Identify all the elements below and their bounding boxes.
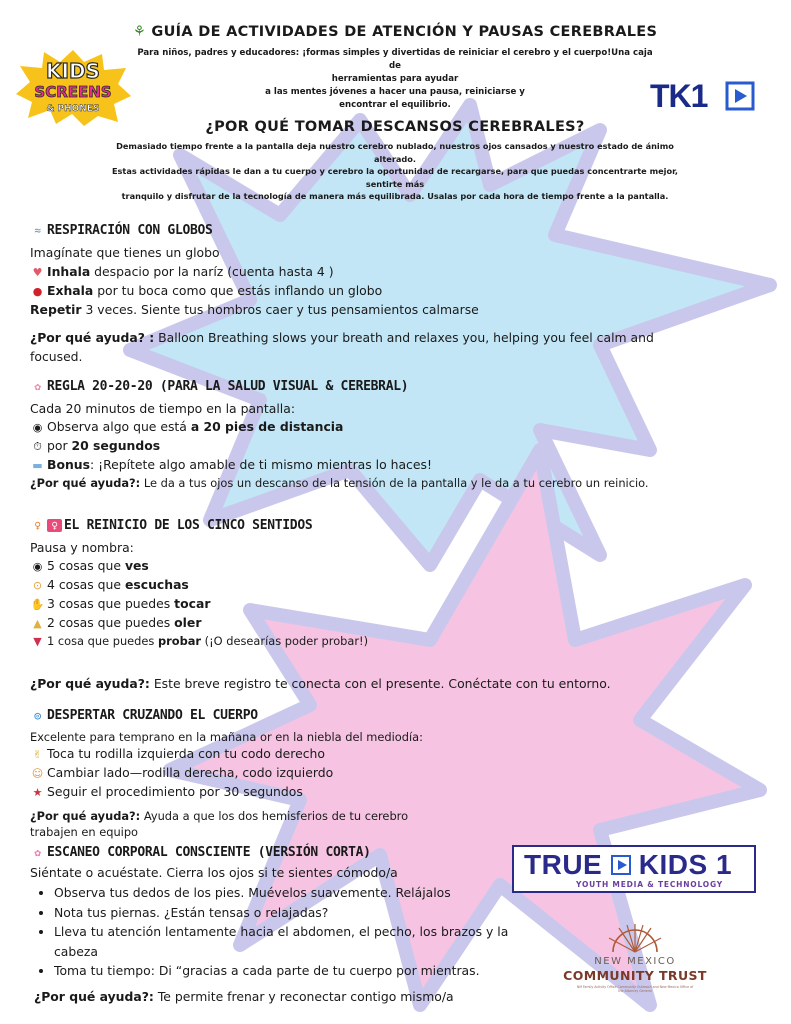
list-item: • Toma tu tiempo: Di “gracias a cada parte de tu cuerpo por mientras.: [54, 961, 554, 981]
senses-intro: Pausa y nombra:: [30, 540, 134, 555]
intro-line: Para niños, padres y educadores: ¡formas simples y divertidas de reiniciar el cerebro y el cuerpo!Una caja de: [137, 48, 653, 71]
speech-bubble-icon: ▬: [32, 459, 43, 472]
tongue-icon: ▼: [33, 635, 42, 648]
balloon-icon: ●: [32, 285, 43, 298]
step-text: Seguir el procedimiento por 30 segundos: [47, 784, 303, 799]
taste-bold: probar: [157, 634, 202, 648]
why-title: ¿POR QUÉ TOMAR DESCANSOS CEREBRALES?: [205, 119, 585, 135]
hands-icon: ✌: [32, 748, 43, 761]
rule-look: [30, 419, 343, 434]
step-text: Cambiar lado—rodilla derecha, codo izquierdo: [47, 765, 334, 780]
kids-logo-line1: KIDS: [46, 59, 100, 83]
see-pre: 5 cosas que: [47, 558, 125, 573]
step-text: Toca tu rodilla izquierda con tu codo derecho: [47, 746, 325, 761]
list-item: • Observa tus dedos de los pies. Muévelos suavemente. Relájalos: [54, 883, 554, 903]
female-sign-icon: ♀: [47, 519, 62, 532]
cross-step-3: [30, 784, 303, 799]
senses-taste: [30, 634, 368, 648]
look-pre: Observa algo que está: [47, 419, 191, 434]
kids-logo-line2: SCREENS: [34, 83, 112, 101]
why-text: trabajen en equipo: [30, 825, 139, 839]
section-heading-cross: [30, 708, 258, 723]
true-kids-1-logo: [512, 845, 756, 893]
repeat-bold: Repetir: [30, 302, 82, 317]
section-heading-senses: [30, 518, 312, 533]
face-icon: ☺: [31, 767, 44, 780]
heading-text: DESPERTAR CRUZANDO EL CUERPO: [47, 708, 258, 723]
senses-see: [30, 558, 149, 573]
nm-community-trust-logo: [560, 918, 710, 998]
eye-icon: ◉: [32, 560, 43, 573]
senses-why: [30, 676, 611, 691]
rule-intro: Cada 20 minutos de tiempo en la pantalla:: [30, 401, 296, 416]
person-icon: ♀: [34, 519, 41, 532]
kids1-text: KIDS 1: [638, 849, 733, 880]
intro-line: herramientas para ayudar: [331, 74, 459, 84]
why-text: Este breve registro te conecta con el presente. Conéctate con tu entorno.: [149, 676, 611, 691]
heading-text: ESCANEO CORPORAL CONSCIENTE (VERSIÓN CORTA): [47, 845, 371, 860]
why-text: Ayuda a que los dos hemisferios de tu cerebro: [140, 809, 409, 823]
rule-bonus: [30, 457, 432, 472]
why-line: tranquilo y disfrutar de la tecnología de manera más equilibrada. Usalas por cada hora de tiempo frente a la pantalla.: [121, 191, 669, 201]
scan-intro: Siéntate o acuéstate. Cierra los ojos si te sientes cómodo/a: [30, 865, 398, 880]
time-pre: por: [47, 438, 72, 453]
see-bold: ves: [124, 558, 149, 573]
cross-why: [30, 808, 450, 840]
why-body: [95, 140, 695, 203]
why-line: Estas actividades rápidas le dan a tu cuerpo y cerebro la oportunidad de recargarse, para que puedas concentrarte mejor, sentirte más: [111, 166, 679, 189]
touch-pre: 3 cosas que puedes: [47, 596, 175, 611]
nose-icon: ▲: [33, 617, 42, 630]
nm-top-text: NEW MEXICO: [594, 956, 676, 967]
taste-pre: 1 cosa que puedes: [47, 634, 158, 648]
heading-text: REGLA 20-20-20 (PARA LA SALUD VISUAL & CEREBRAL): [47, 379, 409, 394]
senses-smell: [30, 615, 201, 630]
rule-why: [30, 476, 649, 490]
kids-screens-phones-logo: [14, 48, 132, 126]
page-title: [120, 24, 670, 40]
smell-bold: oler: [174, 615, 202, 630]
cyclone-icon: ◎: [34, 709, 41, 722]
rule-time: [30, 438, 160, 454]
taste-rest: (¡O desearías poder probar!): [201, 634, 369, 648]
page-title-text: GUÍA DE ACTIVIDADES DE ATENCIÓN Y PAUSAS CEREBRALES: [151, 24, 658, 40]
lungs-icon: ♥: [32, 266, 43, 279]
why-label: ¿Por qué ayuda?:: [30, 676, 150, 691]
heading-text: EL REINICIO DE LOS CINCO SENTIDOS: [64, 518, 313, 533]
eyes-icon: ◉: [32, 421, 43, 434]
kids-logo-line3: & PHONES: [46, 104, 100, 114]
list-item: • Nota tus piernas. ¿Están tensas o relajadas?: [54, 903, 554, 923]
senses-touch: [30, 596, 210, 611]
wind-icon: ≈: [34, 224, 41, 237]
section-heading-rule: [30, 379, 408, 394]
why-label: ¿Por qué ayuda?:: [30, 809, 141, 823]
why-text: Te permite frenar y reconectar contigo mismo/a: [153, 989, 454, 1004]
tk1-logo: [650, 78, 760, 118]
smell-pre: 2 cosas que puedes: [47, 615, 175, 630]
intro-line: a las mentes jóvenes a hacer una pausa, reiniciarse y: [265, 87, 525, 97]
list-item: • Lleva tu atención lentamente hacia el abdomen, el pecho, los brazos y la cabeza: [54, 922, 554, 961]
inhale-bold: Inhala: [47, 264, 91, 279]
nm-fine-text: NM Family Activity Office Community Outreach and New Mexico Office of the Attorney General: [576, 985, 694, 993]
play-icon: [611, 855, 631, 875]
cross-step-2: [30, 765, 333, 780]
intro-line: encontrar el equilibrio.: [339, 100, 451, 110]
cross-step-1: [30, 746, 325, 761]
dancer-icon: ★: [32, 786, 43, 799]
intro-text: [135, 47, 655, 112]
why-label: ¿Por qué ayuda?:: [34, 989, 154, 1004]
look-bold: a 20 pies de distancia: [190, 419, 344, 434]
why-text: Balloon Breathing slows your breath and relaxes you, helping you feel calm and focused.: [30, 330, 654, 364]
tk1-play-icon: [725, 81, 755, 111]
true-text: TRUE: [524, 849, 603, 880]
bonus-rest: : ¡Repítete algo amable de ti mismo mientras lo haces!: [89, 457, 432, 472]
section-heading-scan: [30, 845, 371, 860]
tk1-logo-text: TK1: [650, 78, 708, 114]
touch-bold: tocar: [174, 596, 211, 611]
exhale-rest: por tu boca como que estás inflando un globo: [93, 283, 383, 298]
balloon-intro: Imagínate que tienes un globo: [30, 245, 220, 260]
exhale-bold: Exhala: [47, 283, 94, 298]
balloon-exhale: [30, 283, 382, 298]
stopwatch-icon: ⏱: [33, 440, 42, 453]
sunrise-icon: [605, 922, 665, 956]
why-text: Le da a tus ojos un descanso de la tensión de la pantalla y le da a tu cerebro un reinicio.: [140, 476, 649, 490]
balloon-repeat: [30, 302, 479, 317]
why-line: Demasiado tiempo frente a la pantalla deja nuestro cerebro nublado, nuestros ojos cansados y nuestro estado de ánimo alterado.: [116, 141, 674, 164]
heading-text: RESPIRACIÓN CON GLOBOS: [47, 223, 213, 238]
true-kids-text: [524, 849, 732, 881]
inhale-rest: despacio por la naríz (cuenta hasta 4 ): [90, 264, 334, 279]
why-label: ¿Por qué ayuda?:: [30, 476, 141, 490]
true-kids-subtitle: YOUTH MEDIA & TECHNOLOGY: [576, 880, 723, 889]
flower-icon: ✿: [34, 846, 41, 859]
senses-hear: [30, 577, 189, 592]
hand-icon: ✋: [30, 598, 45, 611]
cross-intro: Excelente para temprano en la mañana or en la niebla del mediodía:: [30, 730, 423, 744]
nm-main-text: COMMUNITY TRUST: [563, 968, 707, 983]
bonus-bold: Bonus: [47, 457, 90, 472]
section-heading-balloon: [30, 223, 213, 238]
hear-bold: escuchas: [124, 577, 189, 592]
hear-pre: 4 cosas que: [47, 577, 125, 592]
balloon-inhale: [30, 264, 334, 279]
repeat-rest: 3 veces. Siente tus hombros caer y tus pensamientos calmarse: [81, 302, 479, 317]
why-label: ¿Por qué ayuda? :: [30, 330, 155, 345]
scan-why: [34, 989, 454, 1004]
balloon-why: [30, 328, 690, 366]
time-bold: 20 segundos: [71, 438, 161, 453]
ear-icon: ⊙: [32, 579, 43, 592]
plant-icon: ⚘: [132, 24, 147, 40]
brain-icon: ✿: [34, 380, 41, 393]
scan-list: [30, 883, 554, 981]
